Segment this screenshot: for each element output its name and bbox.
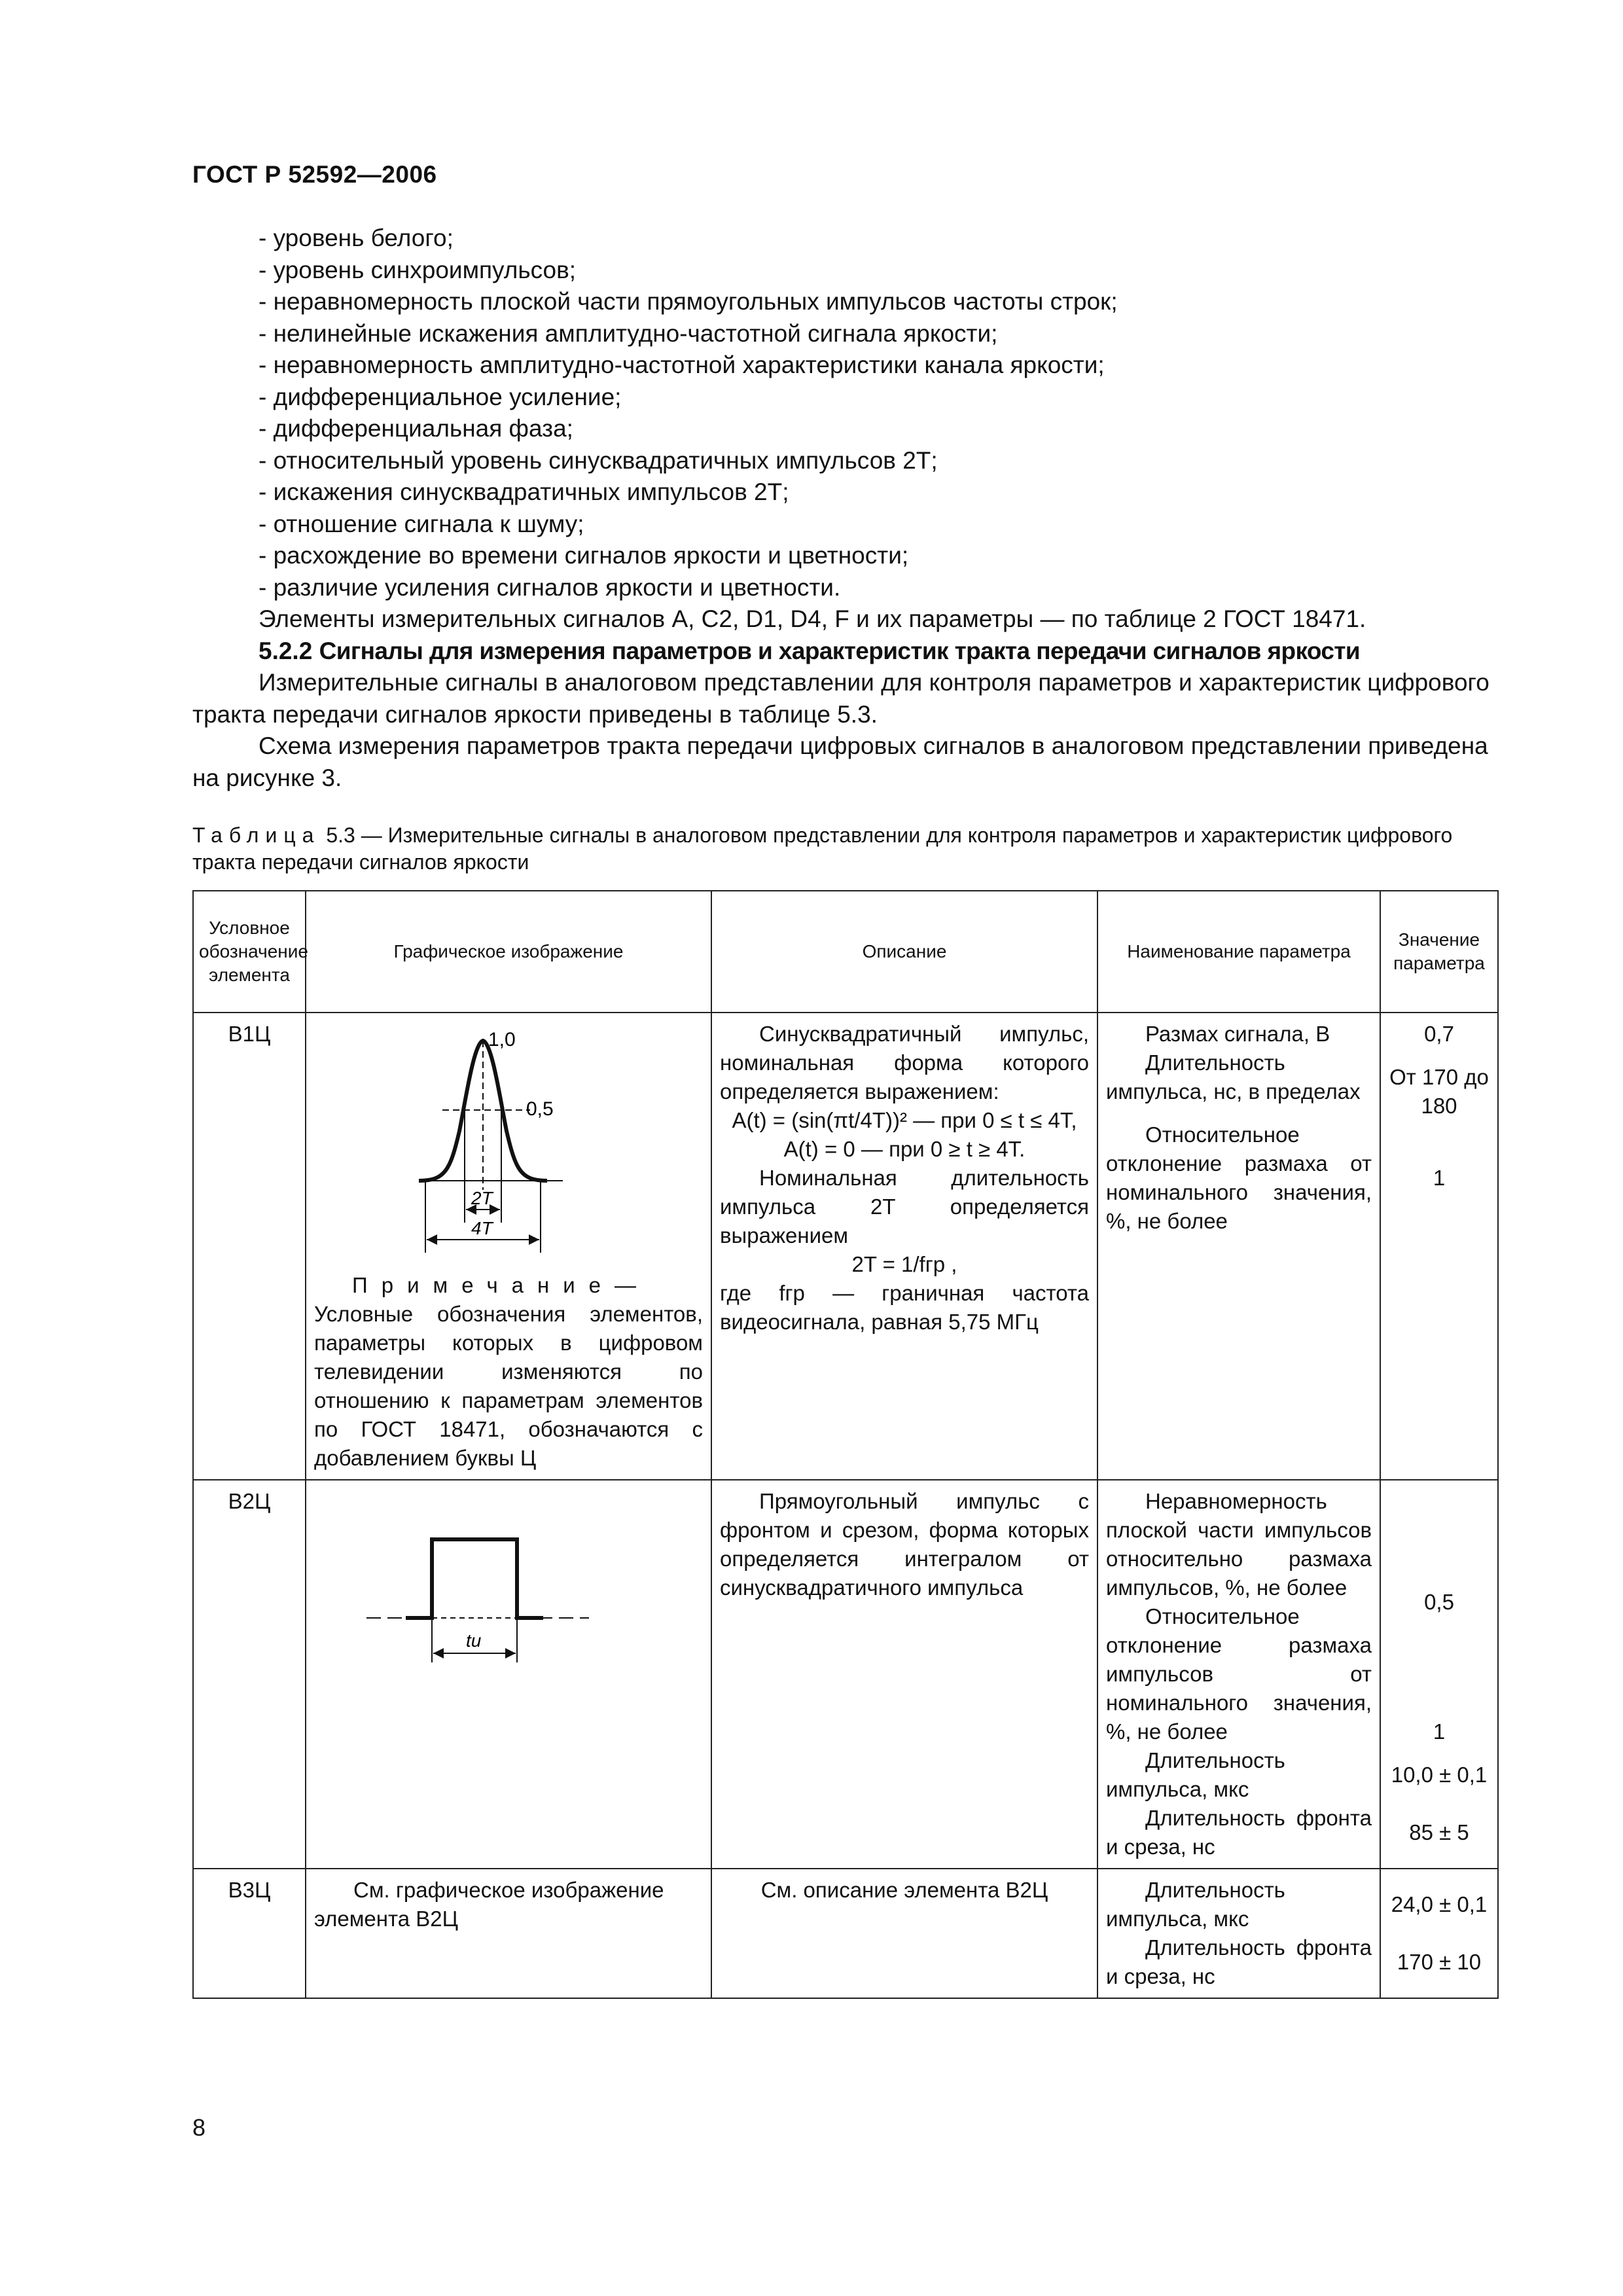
label-2t: 2T xyxy=(471,1188,493,1208)
section-number: 5.2.2 xyxy=(259,637,313,664)
table-caption xyxy=(192,822,1499,876)
param-value: 24,0 ± 0,1 xyxy=(1391,1892,1488,1916)
description-text: Прямоугольный импульс с фронтом и срезом, форма которых определяется интегралом от синусквадратичного импульса xyxy=(720,1489,1089,1600)
cell-description xyxy=(711,1869,1097,1998)
note-title: Примечание— xyxy=(352,1273,651,1297)
page-number: 8 xyxy=(192,2114,206,2141)
param-value: 0,5 xyxy=(1424,1590,1454,1614)
desc-mid: Номинальная длительность импульса 2T определяется выражением xyxy=(720,1166,1089,1247)
table-row xyxy=(193,1869,1498,1998)
param-value: 85 ± 5 xyxy=(1409,1820,1469,1844)
list-item: - уровень синхроимпульсов; xyxy=(259,256,577,283)
cell-param-values xyxy=(1380,1013,1498,1480)
list-item: - уровень белого; xyxy=(259,224,454,251)
label-duration: tи xyxy=(466,1630,482,1651)
description-text: См. описание элемента В2Ц xyxy=(760,1878,1048,1902)
document-header: ГОСТ Р 52592—2006 xyxy=(192,161,437,188)
cell-param-values xyxy=(1380,1480,1498,1869)
cell-description xyxy=(711,1013,1097,1480)
param-value: 1 xyxy=(1433,1166,1446,1190)
param-name: Относительное отклонение размаха от номинального значения, %, не более xyxy=(1106,1122,1372,1233)
section-paragraph: Схема измерения параметров тракта передачи цифровых сигналов в аналоговом представлении приведена на рисунке 3. xyxy=(192,732,1488,791)
rectangular-pulse-figure xyxy=(366,1520,589,1677)
list-item: - неравномерность амплитудно-частотной характеристики канала яркости; xyxy=(259,351,1105,378)
param-value: 1 xyxy=(1433,1719,1446,1744)
param-value: 0,7 xyxy=(1424,1022,1454,1046)
param-name: Длительность импульса, мкс xyxy=(1106,1878,1285,1931)
param-value: От 170 до 180 xyxy=(1389,1065,1489,1118)
param-name: Размах сигнала, В xyxy=(1145,1022,1330,1046)
formula-3: 2T = 1/fгр , xyxy=(851,1252,957,1276)
cell-graphic xyxy=(306,1480,711,1869)
section-heading xyxy=(192,636,1495,668)
cell-param-names xyxy=(1097,1869,1380,1998)
cell-param-names xyxy=(1097,1480,1380,1869)
header-code: Условное обозначение элемента xyxy=(193,891,306,1013)
table-header-row xyxy=(193,891,1498,1013)
sine-squared-pulse-figure xyxy=(419,1026,563,1262)
body-text xyxy=(192,223,1495,794)
param-value: 10,0 ± 0,1 xyxy=(1391,1763,1488,1787)
list-item: - неравномерность плоской части прямоугольных импульсов частоты строк; xyxy=(259,288,1118,315)
list-item: - дифференциальное усиление; xyxy=(259,383,622,410)
section-paragraph: Измерительные сигналы в аналоговом представлении для контроля параметров и характеристик цифрового тракта передачи сигналов яркости приведены в таблице 5.3. xyxy=(192,669,1489,728)
label-half: 0,5 xyxy=(526,1098,554,1120)
table-row xyxy=(193,1013,1498,1480)
table-caption-text: 5.3 — Измерительные сигналы в аналоговом представлении для контроля параметров и характеристик цифрового тракта передачи сигналов яркости xyxy=(192,823,1453,874)
cell-param-names xyxy=(1097,1013,1380,1480)
list-item: - дифференциальная фаза; xyxy=(259,415,573,442)
param-name: Длительность импульса, мкс xyxy=(1106,1748,1285,1801)
section-title: Сигналы для измерения параметров и характеристик тракта передачи сигналов яркости xyxy=(319,637,1361,664)
cell-description xyxy=(711,1480,1097,1869)
header-description: Описание xyxy=(711,891,1097,1013)
signals-table xyxy=(192,890,1499,1999)
cell-param-values xyxy=(1380,1869,1498,1998)
note-text: Условные обозначения элементов, параметры которых в цифровом телевидении изменяются по отношению к параметрам элементов по ГОСТ 18471, обозначаются с добавлением буквы Ц xyxy=(314,1302,703,1470)
pulse-shape xyxy=(406,1539,543,1618)
list-item: - расхождение во времени сигналов яркости и цветности; xyxy=(259,542,909,569)
formula-1: A(t) = (sin(πt/4T))² — при 0 ≤ t ≤ 4T, xyxy=(732,1108,1077,1132)
param-value: 170 ± 10 xyxy=(1397,1950,1482,1974)
desc-intro: Синусквадратичный импульс, номинальная форма которого определяется выражением: xyxy=(720,1022,1089,1103)
header-param-name: Наименование параметра xyxy=(1097,891,1380,1013)
cell-code: В2Ц xyxy=(193,1480,306,1869)
param-name: Длительность импульса, нс, в пределах xyxy=(1106,1050,1361,1103)
header-graphic: Графическое изображение xyxy=(306,891,711,1013)
header-param-value: Значение параметра xyxy=(1380,891,1498,1013)
graphic-reference: См. графическое изображение элемента В2Ц xyxy=(314,1878,664,1931)
cell-code: В1Ц xyxy=(193,1013,306,1480)
cell-code: В3Ц xyxy=(193,1869,306,1998)
table-row xyxy=(193,1480,1498,1869)
table-caption-label: Таблица xyxy=(192,823,321,847)
desc-end: где fгр — граничная частота видеосигнала, равная 5,75 МГц xyxy=(720,1281,1089,1334)
param-name: Длительность фронта и среза, нс xyxy=(1106,1806,1372,1859)
param-name: Относительное отклонение размаха импульсов от номинального значения, %, не более xyxy=(1106,1604,1372,1744)
label-4t: 4T xyxy=(471,1218,493,1238)
list-item: - нелинейные искажения амплитудно-частотной сигнала яркости; xyxy=(259,319,998,347)
label-peak: 1,0 xyxy=(488,1029,516,1050)
cell-graphic xyxy=(306,1013,711,1480)
paragraph-elements: Элементы измерительных сигналов А, С2, D1, D4, F и их параметры — по таблице 2 ГОСТ 18471. xyxy=(259,605,1366,632)
list-item: - искажения синусквадратичных импульсов 2Т; xyxy=(259,478,789,505)
param-name: Неравномерность плоской части импульсов относительно размаха импульсов, %, не более xyxy=(1106,1489,1372,1600)
formula-2: A(t) = 0 — при 0 ≥ t ≥ 4T. xyxy=(783,1137,1026,1161)
list-item: - относительный уровень синусквадратичных импульсов 2Т; xyxy=(259,446,938,474)
cell-graphic xyxy=(306,1869,711,1998)
list-item: - различие усиления сигналов яркости и цветности. xyxy=(259,573,841,601)
list-item: - отношение сигнала к шуму; xyxy=(259,510,584,537)
param-name: Длительность фронта и среза, нс xyxy=(1106,1935,1372,1988)
